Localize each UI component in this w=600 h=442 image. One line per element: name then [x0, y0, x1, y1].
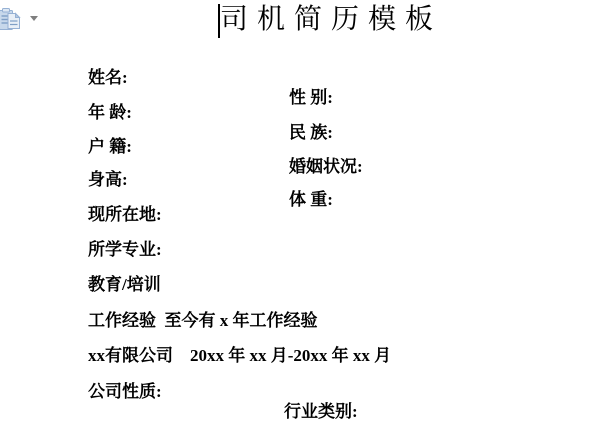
field-label-industry-category: 行业类别: [284, 402, 358, 421]
work-experience-entry [0, 326, 600, 365]
field-row-age-ethnicity [0, 83, 600, 142]
title-line [218, 0, 442, 40]
field-label-household-registry: 户 籍: [88, 137, 132, 156]
field-label-current-location: 现所在地: [88, 205, 162, 224]
clipboard-paste-icon [0, 8, 20, 31]
field-label-height: 身高: [88, 170, 128, 189]
field-row-major [0, 220, 600, 259]
section-heading-work-experience [0, 291, 600, 330]
field-label-major: 所学专业: [88, 240, 162, 259]
paste-options-button[interactable] [0, 8, 38, 31]
field-label-weight: 体 重: [289, 190, 333, 209]
field-label-company-nature: 公司性质: [88, 382, 162, 401]
page-title: 司机简历模板 [220, 4, 443, 35]
field-row-company-industry [0, 362, 600, 421]
chevron-down-icon [30, 16, 38, 21]
field-label-ethnicity: 民 族: [289, 123, 333, 142]
field-row-current-location [0, 185, 600, 224]
field-row-height-weight [0, 150, 600, 209]
section-heading-education-training [0, 255, 600, 294]
field-label-age: 年 龄: [88, 103, 132, 122]
company-and-period-text: xx有限公司 20xx 年 xx 月-20xx 年 xx 月 [88, 346, 392, 365]
section-label-work-experience: 工作经验 至今有 x 年工作经验 [88, 311, 318, 330]
section-label-education-training: 教育/培训 [88, 275, 161, 294]
field-row-name-gender [0, 48, 600, 107]
field-label-gender: 性 别: [289, 88, 333, 107]
field-label-name: 姓名: [88, 68, 128, 87]
field-label-marital-status: 婚姻状况: [289, 157, 363, 176]
field-row-registry-marital [0, 117, 600, 176]
